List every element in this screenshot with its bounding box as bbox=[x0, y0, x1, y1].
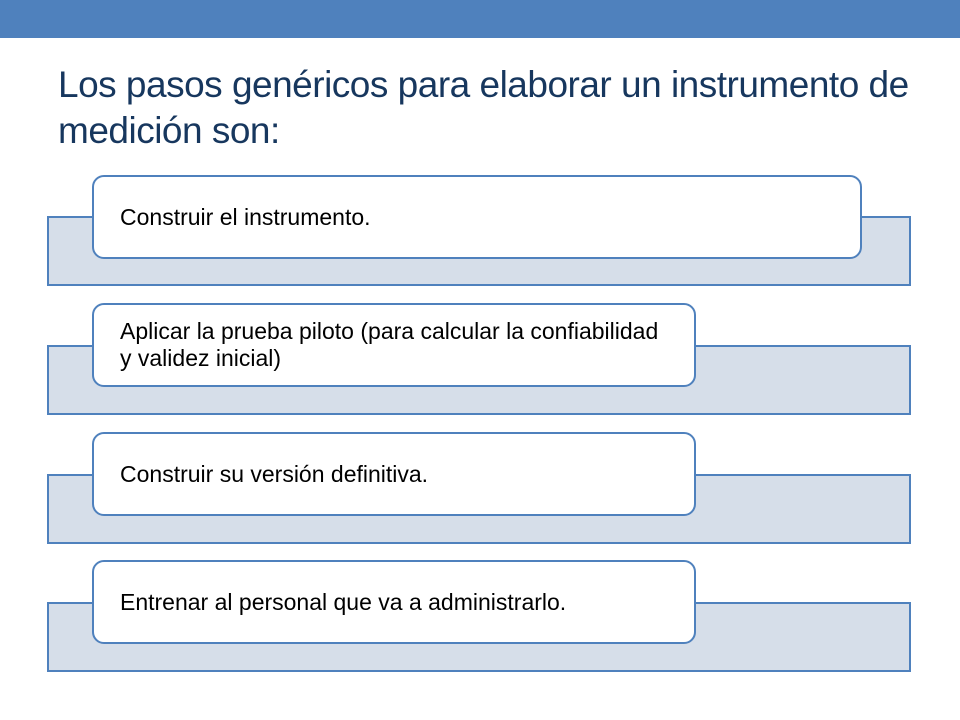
slide-title: Los pasos genéricos para elaborar un instrumento de medición son: bbox=[58, 64, 909, 151]
step-2-box bbox=[92, 303, 696, 387]
step-4-box bbox=[92, 560, 696, 644]
step-3-text: Construir su versión definitiva. bbox=[120, 460, 429, 487]
step-4-text: Entrenar al personal que va a administrarlo. bbox=[120, 588, 567, 615]
step-1-box bbox=[92, 175, 862, 259]
step-2-text: Aplicar la prueba piloto (para calcular la confiabilidad y validez inicial) bbox=[120, 318, 659, 371]
step-1-text: Construir el instrumento. bbox=[120, 203, 371, 230]
top-accent-bar bbox=[0, 0, 960, 38]
step-3-box bbox=[92, 432, 696, 516]
